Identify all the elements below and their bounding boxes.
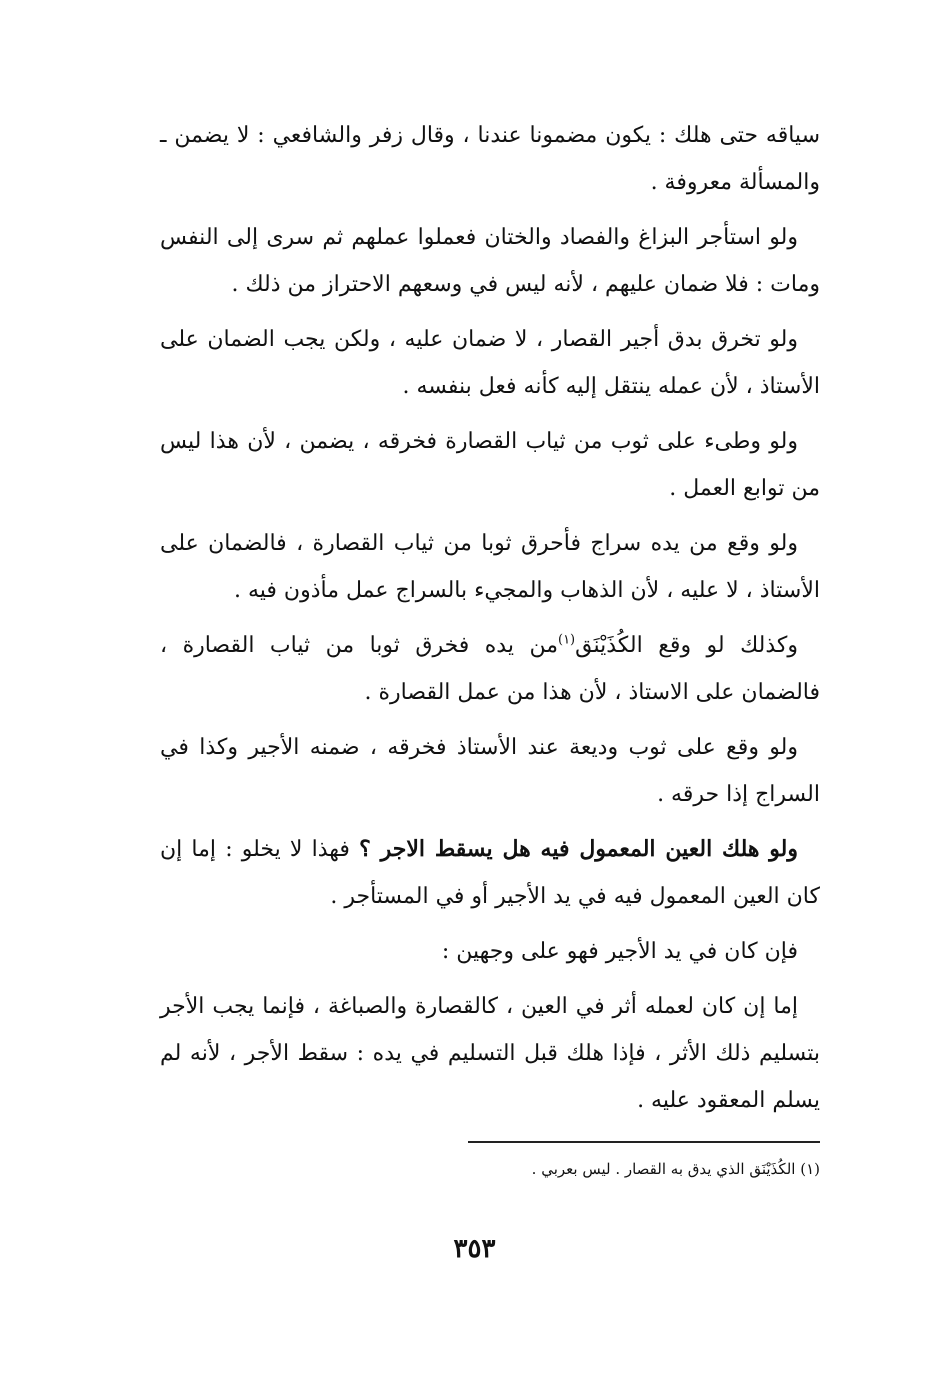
paragraph-5: ولو وقع من يده سراج فأحرق ثوبا من ثياب القصارة ، فالضمان على الأستاذ ، لا عليه ، لأن الذهاب والمجيء بالسراج عمل مأذون فيه . (160, 531, 820, 603)
paragraph-6 (160, 622, 820, 716)
footnote: (١) الكُذَيْنَق الذي يدق به القصار . ليس بعربي . (531, 1160, 820, 1178)
paragraph-9: فإن كان في يد الأجير فهو على وجهين : (441, 939, 798, 964)
paragraph-10: إما إن كان لعمله أثر في العين ، كالقصارة والصباغة ، فإنما يجب الأجر بتسليم ذلك الأثر ، فإذا هلك قبل التسليم في يده : سقط الأجر ، لأنه لم يسلم المعقود عليه . (160, 994, 820, 1113)
footnote-divider (468, 1141, 820, 1143)
paragraph-8 (160, 826, 820, 920)
paragraph-6-end: من يده فخرق ثوبا من ثياب القصارة ، فالضمان على الاستاذ ، لأن هذا من عمل القصارة . (160, 633, 820, 705)
paragraph-8-rest: فهذا لا يخلو : إما إن كان العين المعمول فيه في يد الأجير أو في المستأجر . (160, 837, 820, 909)
paragraph-3: ولو تخرق بدق أجير القصار ، لا ضمان عليه ، ولكن يجب الضمان على الأستاذ ، لأن عمله ينتقل إليه كأنه فعل بنفسه . (160, 327, 820, 399)
paragraph-1: سياقه حتى هلك : يكون مضمونا عندنا ، وقال زفر والشافعي : لا يضمن ـ والمسألة معروفة . (160, 123, 820, 195)
page-number: ٣٥٣ (453, 1234, 496, 1264)
paragraph-6-start: وكذلك لو وقع الكُذَيْنَق (575, 633, 798, 658)
footnote-reference: (١) (557, 632, 576, 648)
paragraph-4: ولو وطىء على ثوب من ثياب القصارة فخرقه ، يضمن ، لأن هذا ليس من توابع العمل . (160, 429, 820, 501)
paragraph-7: ولو وقع على ثوب وديعة عند الأستاذ فخرقه ، ضمنه الأجير وكذا في السراج إذا حرقه . (160, 735, 820, 807)
bold-question: ولو هلك العين المعمول فيه هل يسقط الاجر ؟ (359, 836, 798, 862)
main-text (160, 112, 820, 1132)
paragraph-2: ولو استأجر البزاغ والفصاد والختان فعملوا عملهم ثم سرى إلى النفس ومات : فلا ضمان عليهم ، لأنه ليس في وسعهم الاحتراز من ذلك . (160, 225, 820, 297)
